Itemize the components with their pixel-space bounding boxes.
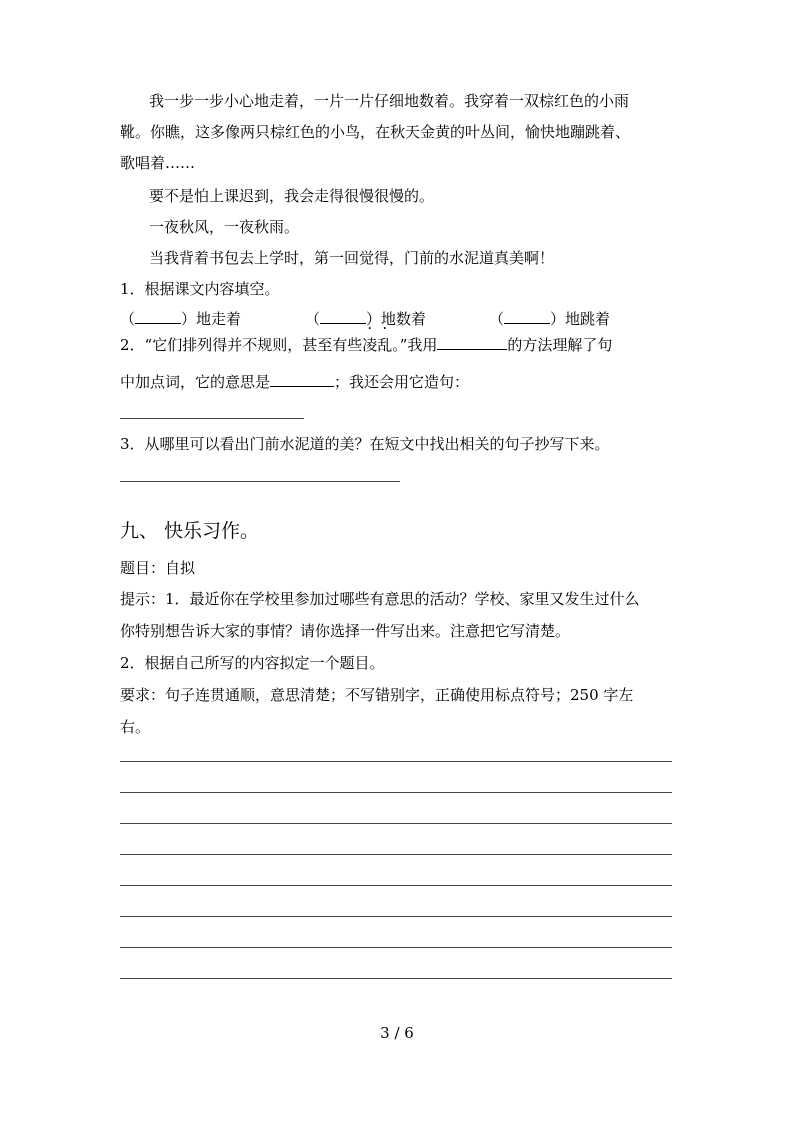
essay-hint-line-3: 2．根据自己所写的内容拟定一个题目。 (120, 654, 385, 672)
passage-line-5: 一夜秋风，一夜秋雨。 (149, 218, 300, 236)
paren-open: （ (120, 310, 136, 328)
paren-close: ） (366, 310, 382, 328)
passage-line-2: 靴。你瞧，这多像两只棕红色的小鸟，在秋天金黄的叶丛间，愉快地蹦跳着、 (120, 123, 631, 141)
essay-hint-line-2: 你特别想告诉大家的事情？请你选择一件写出来。注意把它写清楚。 (120, 622, 571, 640)
fill-item-text: 地走着 (196, 310, 242, 328)
emphasized-char: 乱 (377, 336, 393, 354)
writing-line[interactable] (120, 823, 672, 824)
essay-topic: 题目：自拟 (120, 559, 196, 577)
paren-open: （ (305, 310, 321, 328)
emphasized-char: 凌 (362, 336, 378, 354)
question-2-line-1 (120, 334, 612, 355)
passage-line-1: 我一步一步小心地走着，一片一片仔细地数着。我穿着一双棕红色的小雨 (149, 92, 630, 110)
essay-hint-line-1: 提示：1．最近你在学校里参加过哪些有意思的活动？学校、家里又发生过什么 (120, 590, 640, 608)
paren-open: （ (489, 310, 505, 328)
fill-item-text: 地数着 (381, 310, 427, 328)
page-number: 3 / 6 (380, 1024, 414, 1042)
writing-line[interactable] (120, 885, 672, 886)
q2-text-line2a: 中加点词，它的意思是 (120, 373, 271, 391)
fill-blank[interactable] (320, 309, 366, 324)
fill-blank[interactable] (135, 309, 181, 324)
question-2-line-2 (120, 371, 469, 392)
writing-line[interactable] (120, 947, 672, 948)
writing-line[interactable] (120, 978, 672, 979)
question-3-prompt: 3．从哪里可以看出门前水泥道的美？在短文中找出相关的句子抄写下来。 (120, 435, 610, 453)
meaning-blank[interactable] (270, 372, 334, 387)
writing-line[interactable] (120, 854, 672, 855)
passage-line-3: 歌唱着…… (120, 154, 196, 172)
writing-line[interactable] (120, 792, 672, 793)
q2-text-part3: 的方法理解了句 (507, 336, 613, 354)
q2-text-line2b: ；我还会用它造句： (334, 373, 470, 391)
q1-fill-item-1 (120, 308, 241, 329)
essay-requirement-line-2: 右。 (120, 718, 151, 736)
passage-line-6: 当我背着书包去上学时，第一回觉得，门前的水泥道真美啊！ (149, 249, 555, 267)
passage-line-4: 要不是怕上课迟到，我会走得很慢很慢的。 (149, 187, 435, 205)
essay-requirement-line-1: 要求：句子连贯通顺，意思清楚；不写错别字，正确使用标点符号；250 字左 (120, 686, 634, 704)
writing-line[interactable] (120, 761, 672, 762)
sentence-answer-line[interactable] (120, 418, 304, 419)
q1-fill-item-2 (305, 308, 426, 329)
paren-close: ） (181, 310, 197, 328)
q1-fill-item-3 (489, 308, 610, 329)
question-1-prompt: 1．根据课文内容填空。 (120, 280, 280, 298)
method-blank[interactable] (437, 335, 507, 350)
q3-answer-line[interactable] (120, 481, 400, 482)
q2-text-part2: 。”我用 (392, 336, 438, 354)
fill-blank[interactable] (504, 309, 550, 324)
q2-text-part1: 2．“它们排列得并不规则，甚至有些 (120, 336, 363, 354)
fill-item-text: 地跳着 (565, 310, 611, 328)
writing-line[interactable] (120, 916, 672, 917)
section-9-heading: 九、 快乐习作。 (120, 520, 260, 542)
paren-close: ） (550, 310, 566, 328)
